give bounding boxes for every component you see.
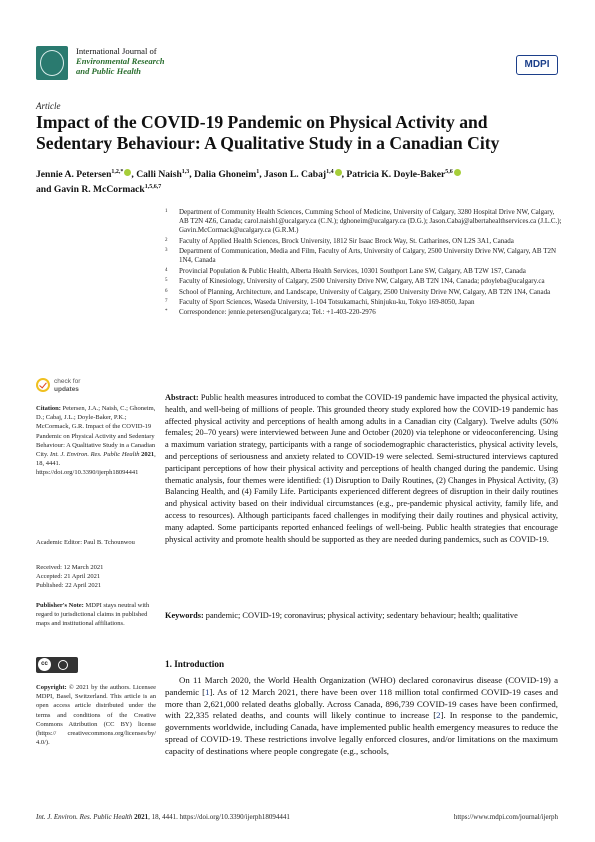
footer-citation: Int. J. Environ. Res. Public Health 2021, 18, 4441. https://doi.org/10.3390/ijerph18094441 [36,813,290,821]
section-heading: 1. Introduction [165,659,225,669]
author-list: Jennie A. Petersen$^{1,2,*}$ , Calli Naish$^{1,3}$, Dalia Ghoneim$^1$, Jason L. Cabaj$^{1,4}$ , Patricia K. Doyle-Baker$^{5,6}$ and Gavin R. McCormack$^{1,5,6,7}$ [36,166,566,196]
article-type: Article [36,101,61,111]
journal-name-line1: International Journal of [76,46,157,56]
author-affiliation-marker: 5,6 [445,169,453,175]
affiliation-item: 1 Department of Community Health Sciences, Cumming School of Medicine, University of Calgary, 3280 Hospital Drive NW, Calgary, AB T2N 4Z6, Canada; carol.naish1@ucalgary.ca (C.N.); dghoneim@ucalgary.ca (D.G.); Jason.Cabaj@albertahealthservices.ca (J.L.C.); Gavin.McCormack@ucalgary.ca (G.R.M.) [165,208,562,235]
affiliation-item: 5 Faculty of Kinesiology, University of Calgary, 2500 University Drive NW, Calgary, AB T2N 1N4, Canada; pdoyleba@ucalgary.ca [165,277,545,286]
citation-block: Citation: Petersen, J.A.; Naish, C.; Ghoneim, D.; Cabaj, J.L.; Doyle-Baker, P.K.; McCormack, G.R. Impact of the COVID-19 Pandemic on Physical Activity and Sedentary Behaviour: A Qualitative Study in a Canadian City. Int. J. Environ. Res. Public Health 2021, 18, 4441. https://doi.org/10.3390/ijerph18094441 [36,405,156,477]
author-affiliation-marker: 1,2,* [111,169,124,175]
author-name: Patricia K. Doyle-Baker [346,169,446,181]
orcid-icon[interactable] [335,169,342,176]
check-for-updates-button[interactable]: check for updates [36,376,90,400]
person-icon [58,660,68,670]
author-name: Dalia Ghoneim [194,169,257,181]
affiliation-item: 3 Department of Communication, Media and Film, Faculty of Arts, University of Calgary, 2500 University Drive NW, Calgary, AB T2N 1N4, Canada [165,247,557,265]
journal-url-link[interactable]: https://www.mdpi.com/journal/ijerph [453,813,558,821]
author-affiliation-marker: 1,3 [181,169,190,175]
author-name: Jennie A. Petersen [36,169,112,181]
publication-dates [36,563,156,591]
journal-name-line2: Environmental Research [76,56,165,66]
intro-paragraph: On 11 March 2020, the World Health Organization (WHO) declared coronavirus disease (COVID-19) a pandemic [1]. As of 12 March 2021, there have been over 118 million total confirmed COVID-19 cases and more than 2,621,000 related deaths globally. Across Canada, 896,739 COVID-19 cases have been confirmed, with 22,335 related deaths, and counts will likely continue to increase [2]. In response to the pandemic, governments worldwide, including Canada, have implemented public health emergency measures to reduce the spread of COVID-19. These restrictions involve legally enforced closures, and/or limitations on the maximum capacity of destinations where people congregate (e.g., schools, [165,675,559,756]
journal-name [76,46,165,76]
orcid-icon[interactable] [454,169,461,176]
affiliation-item: 6 School of Planning, Architecture, and Landscape, University of Calgary, 2500 University Drive NW, Calgary, AB T2N 1N4, Canada [165,287,551,296]
correspondence: * Correspondence: jennie.petersen@ucalgary.ca; Tel.: +1-403-220-2976 [165,308,376,317]
keywords: Keywords: pandemic; COVID-19; coronavirus; physical activity; sedentary behaviour; health; qualitative [165,611,518,620]
author-affiliation-marker: 1 [256,169,260,175]
author-name: and Gavin R. McCormack [36,184,145,196]
copyright-notice: Copyright: © 2021 by the authors. Licensee MDPI, Basel, Switzerland. This article is an open access article distributed under the terms and conditions of the Creative Commons Attribution (CC BY) license (https:// creativecommons.org/licenses/by/ 4.0/). [36,684,156,747]
paper-title: Impact of the COVID-19 Pandemic on Physical Activity and Sedentary Behaviour: A Qualitative Study in a Canadian City [36,112,500,153]
author-name: Jason L. Cabaj [264,169,327,181]
affiliation-list [165,208,565,319]
affiliation-item: 7 Faculty of Sport Sciences, Waseda University, 1-104 Totsukamachi, Shinjuku-ku, Tokyo 169-8050, Japan [165,297,475,306]
author-name: Calli Naish [136,169,182,181]
author-affiliation-marker: 1,4 [326,169,334,175]
author-affiliation-marker: 1,5,6,7 [144,184,162,191]
abstract: Abstract: Public health measures introduced to combat the COVID-19 pandemic have impacted the physical activity, health, and well-being of millions of people. This grounded theory study explored how the COVID-19 pandemic has affected physical activity and perceptions of health among adults in a Canadian city (Calgary). Twelve adults (50% females; 20–70 years) were interviewed between June and October (2020) via telephone or videoconferencing. Using a maximum variation strategy, participants with a range of sociodemographic characteristics, physical activity levels, and perceptions of seriousness and anxiety related to COVID-19 were selected. Semi-structured interviews captured participant perceptions of how their physical activity and perceptions of health changed during the pandemic. Using thematic analysis, four themes were identified: (1) Disruption to Daily Routines, (2) Changes in Physical Activity, (3) Balancing Health, and (4) Family Life. Participants experienced different degrees of disruption in their daily routines and physical activity based on their individual circumstances (e.g., pre-pandemic physical activity, family life, and access to resources). Although participants faced challenges in modifying their daily routines and physical activity, many adapted. Some participants reported enhanced feelings of well-being. Public health strategies that encourage physical activity and promote health should be supported as they are needed during pandemics, such as COVID-19. [165,393,558,544]
check-icon [36,378,50,392]
affiliation-item: 2 Faculty of Applied Health Sciences, Brock University, 1812 Sir Isaac Brock Way, St. Catharines, ON L2S 3A1, Canada [165,236,514,245]
reference-link[interactable]: 2 [436,710,441,721]
publisher-note: Publisher's Note: MDPI stays neutral with regard to jurisdictional claims in published maps and institutional affiliations. [36,602,150,628]
received-date: Received: 12 March 2021 [36,564,104,571]
cc-by-license-icon[interactable]: cc [36,657,78,673]
accepted-date: Accepted: 21 April 2021 [36,573,101,581]
journal-name-line3: and Public Health [76,66,141,76]
mdpi-logo: MDPI [516,55,558,75]
reference-link[interactable]: 1 [205,686,210,697]
academic-editor: Academic Editor: Paul B. Tchounwou [36,539,135,546]
published-date: Published: 22 April 2021 [36,582,102,590]
journal-logo [36,46,68,80]
affiliation-item: 4 Provincial Population & Public Health, Alberta Health Services, 10301 Southport Lane SW, Calgary, AB T2W 1S7, Canada [165,266,526,275]
